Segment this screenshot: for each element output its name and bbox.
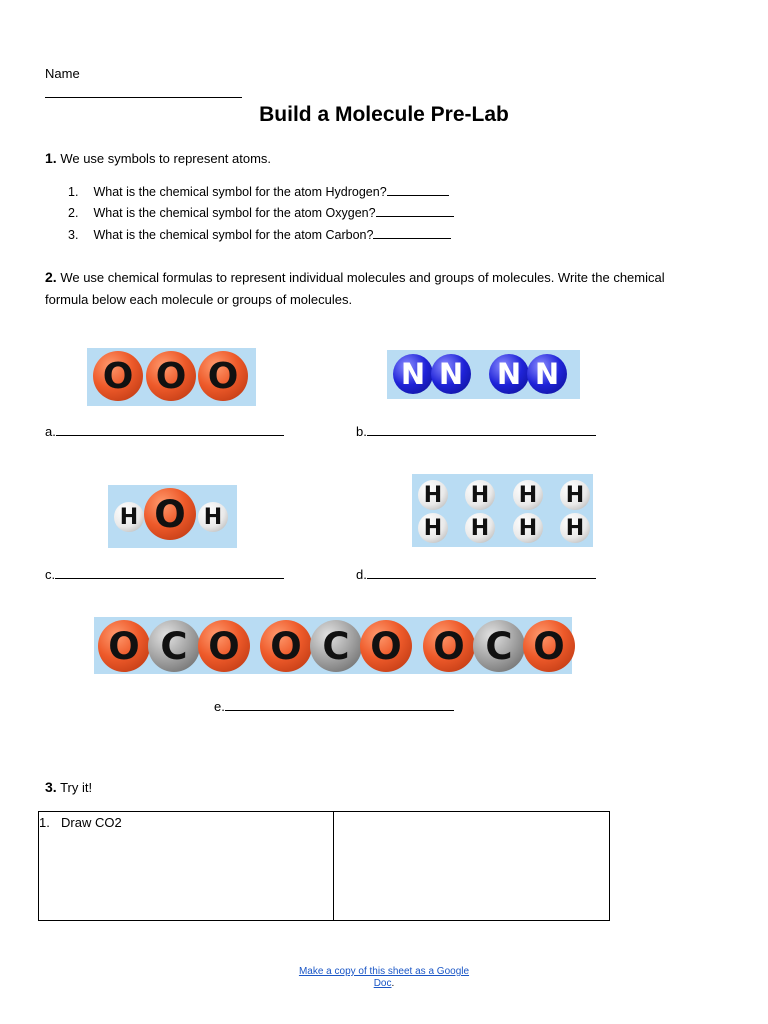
page-title: Build a Molecule Pre-Lab xyxy=(259,103,509,126)
answer-a xyxy=(45,424,284,439)
answer-b-blank[interactable] xyxy=(367,434,596,436)
item-text: What is the chemical symbol for the atom Carbon? xyxy=(93,228,374,242)
atom-h: H xyxy=(198,502,228,532)
question-1-item xyxy=(68,185,449,199)
atom-h: H xyxy=(513,480,543,510)
answer-b-label: b. xyxy=(356,424,367,439)
atom-o: O xyxy=(523,620,575,672)
atom-o: O xyxy=(98,620,150,672)
answer-a-label: a. xyxy=(45,424,56,439)
name-blank[interactable] xyxy=(45,97,242,98)
item-text: What is the chemical symbol for the atom Oxygen? xyxy=(93,206,376,220)
answer-d-blank[interactable] xyxy=(367,577,596,579)
answer-blank[interactable] xyxy=(387,194,449,196)
atom-h: H xyxy=(560,513,590,543)
answer-d xyxy=(356,567,596,582)
name-label: Name xyxy=(45,66,80,81)
question-2-text: We use chemical formulas to represent individual molecules and groups of molecules. Write the chemical formula below each molecule or groups of molecules. xyxy=(45,270,665,307)
carbon-dioxide-molecules-image xyxy=(94,617,572,674)
atom-n: N xyxy=(431,354,471,394)
cell-item-number: 1. xyxy=(39,815,50,830)
item-text: What is the chemical symbol for the atom Hydrogen? xyxy=(93,185,387,199)
question-2-number: 2. xyxy=(45,269,57,285)
item-number: 2. xyxy=(68,206,79,220)
answer-blank[interactable] xyxy=(376,215,454,217)
footer-period: . xyxy=(391,978,395,989)
answer-e-blank[interactable] xyxy=(225,709,454,711)
table-cell-draw-co2[interactable] xyxy=(39,815,122,830)
question-3-number: 3. xyxy=(45,779,57,795)
atom-n: N xyxy=(527,354,567,394)
answer-b xyxy=(356,424,596,439)
atom-o: O xyxy=(198,351,248,401)
atom-h: H xyxy=(418,480,448,510)
item-number: 3. xyxy=(68,228,79,242)
answer-a-blank[interactable] xyxy=(56,434,284,436)
water-molecule-image xyxy=(108,485,237,548)
google-doc-link-continued[interactable]: Doc xyxy=(373,978,392,989)
atom-o: O xyxy=(146,351,196,401)
atom-c: C xyxy=(310,620,362,672)
item-number: 1. xyxy=(68,185,79,199)
atom-o: O xyxy=(198,620,250,672)
question-1-item xyxy=(68,228,451,242)
atom-h: H xyxy=(465,513,495,543)
table-divider xyxy=(333,812,334,920)
atom-o: O xyxy=(423,620,475,672)
atom-h: H xyxy=(513,513,543,543)
answer-e xyxy=(214,699,454,714)
atom-o: O xyxy=(144,488,196,540)
google-doc-link[interactable]: Make a copy of this sheet as a Google xyxy=(298,966,470,977)
answer-d-label: d. xyxy=(356,567,367,582)
nitrogen-molecules-image xyxy=(387,350,580,399)
atom-o: O xyxy=(93,351,143,401)
atom-c: C xyxy=(473,620,525,672)
footer xyxy=(0,966,768,990)
question-3 xyxy=(45,779,92,795)
drawing-table xyxy=(38,811,610,921)
answer-c-label: c. xyxy=(45,567,56,582)
ozone-molecule-image xyxy=(87,348,256,406)
answer-c xyxy=(45,567,284,582)
question-1-item xyxy=(68,206,454,220)
question-1-text: We use symbols to represent atoms. xyxy=(60,151,272,166)
atom-h: H xyxy=(418,513,448,543)
question-2 xyxy=(45,266,685,311)
atom-h: H xyxy=(465,480,495,510)
question-1-number: 1. xyxy=(45,150,57,166)
question-1 xyxy=(45,150,271,166)
hydrogen-molecules-image xyxy=(412,474,593,547)
answer-c-blank[interactable] xyxy=(55,577,284,579)
atom-c: C xyxy=(148,620,200,672)
atom-o: O xyxy=(360,620,412,672)
atom-n: N xyxy=(489,354,529,394)
atom-h: H xyxy=(114,502,144,532)
question-3-text: Try it! xyxy=(60,780,93,795)
atom-h: H xyxy=(560,480,590,510)
answer-e-label: e. xyxy=(214,699,225,714)
atom-o: O xyxy=(260,620,312,672)
answer-blank[interactable] xyxy=(373,237,451,239)
atom-n: N xyxy=(393,354,433,394)
cell-item-text: Draw CO2 xyxy=(61,815,122,830)
